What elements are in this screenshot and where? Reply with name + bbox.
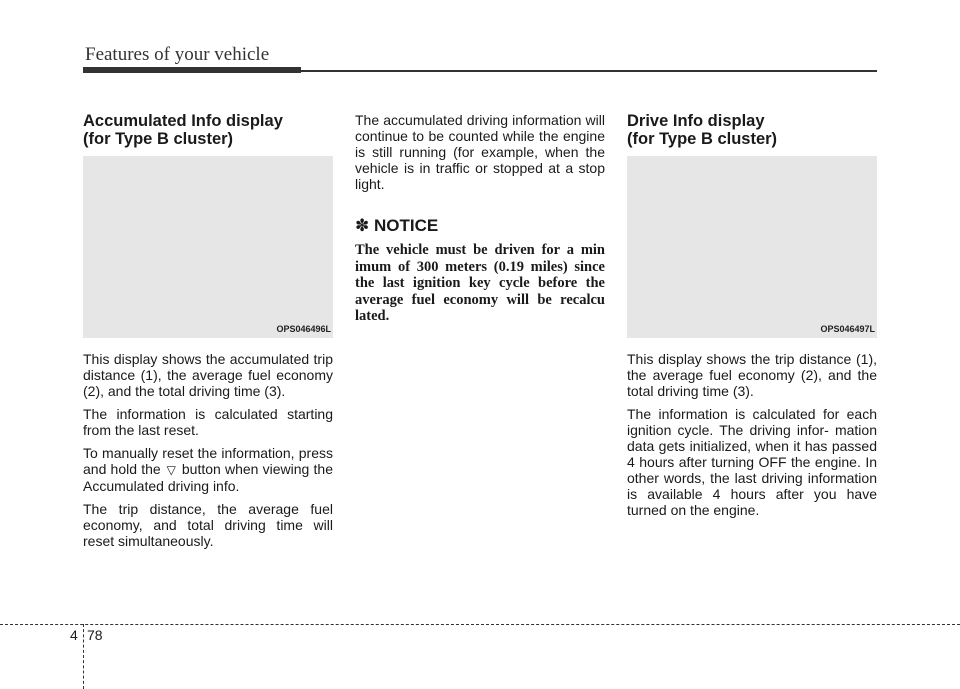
footer-vertical-rule	[83, 624, 84, 689]
heading-line2: (for Type B cluster)	[627, 130, 778, 148]
heading-line1: Drive Info display	[627, 112, 765, 130]
accumulated-info-heading	[83, 112, 333, 148]
footer-rule	[0, 624, 960, 625]
left-paragraph-3	[83, 445, 333, 494]
p3-after: button when viewing the Accumulated driving info.	[83, 461, 333, 494]
notice-body: The vehicle must be driven for a min imum of 300 meters (0.19 miles) since the last ignition key cycle before the average fuel economy will be recalcu lated.	[355, 242, 605, 324]
header-title: Features of your vehicle	[85, 44, 270, 65]
left-paragraph-4: The trip distance, the average fuel economy, and total driving time will reset simultaneously.	[83, 501, 333, 549]
left-paragraph-1: This display shows the accumulated trip distance (1), the average fuel economy (2), and the total driving time (3).	[83, 351, 333, 399]
header-rule-thin	[301, 70, 877, 72]
heading-line1: Accumulated Info display	[83, 112, 283, 130]
drive-info-heading	[627, 112, 877, 148]
left-paragraph-2: The information is calculated starting from the last reset.	[83, 406, 333, 438]
p3-before: To manually reset the information, press and hold the	[83, 445, 333, 477]
notice-heading: ✽ NOTICE	[355, 216, 439, 235]
right-column	[627, 112, 877, 525]
figure-caption: OPS046496L	[276, 324, 331, 334]
figure-caption: OPS046497L	[820, 324, 875, 334]
page-number: 78	[87, 627, 103, 643]
chapter-number: 4	[70, 627, 78, 643]
right-paragraph-2: The information is calculated for each ignition cycle. The driving infor- mation data gets initialized, when it has passed 4 hours after turning OFF the engine. In other words, the last driving information is available 4 hours after you have turned on the engine.	[627, 406, 877, 518]
down-triangle-icon: ▽	[166, 463, 176, 477]
middle-column	[355, 112, 605, 325]
left-column	[83, 112, 333, 556]
accumulated-info-figure	[83, 156, 333, 338]
header-rule-thick	[83, 67, 301, 73]
right-paragraph-1: This display shows the trip distance (1), the average fuel economy (2), and the total driving time (3).	[627, 351, 877, 399]
drive-info-figure	[627, 156, 877, 338]
heading-line2: (for Type B cluster)	[83, 130, 234, 148]
middle-paragraph-1: The accumulated driving information will continue to be counted while the engine is still running (for example, when the vehicle is in traffic or stopped at a stop light.	[355, 112, 605, 192]
